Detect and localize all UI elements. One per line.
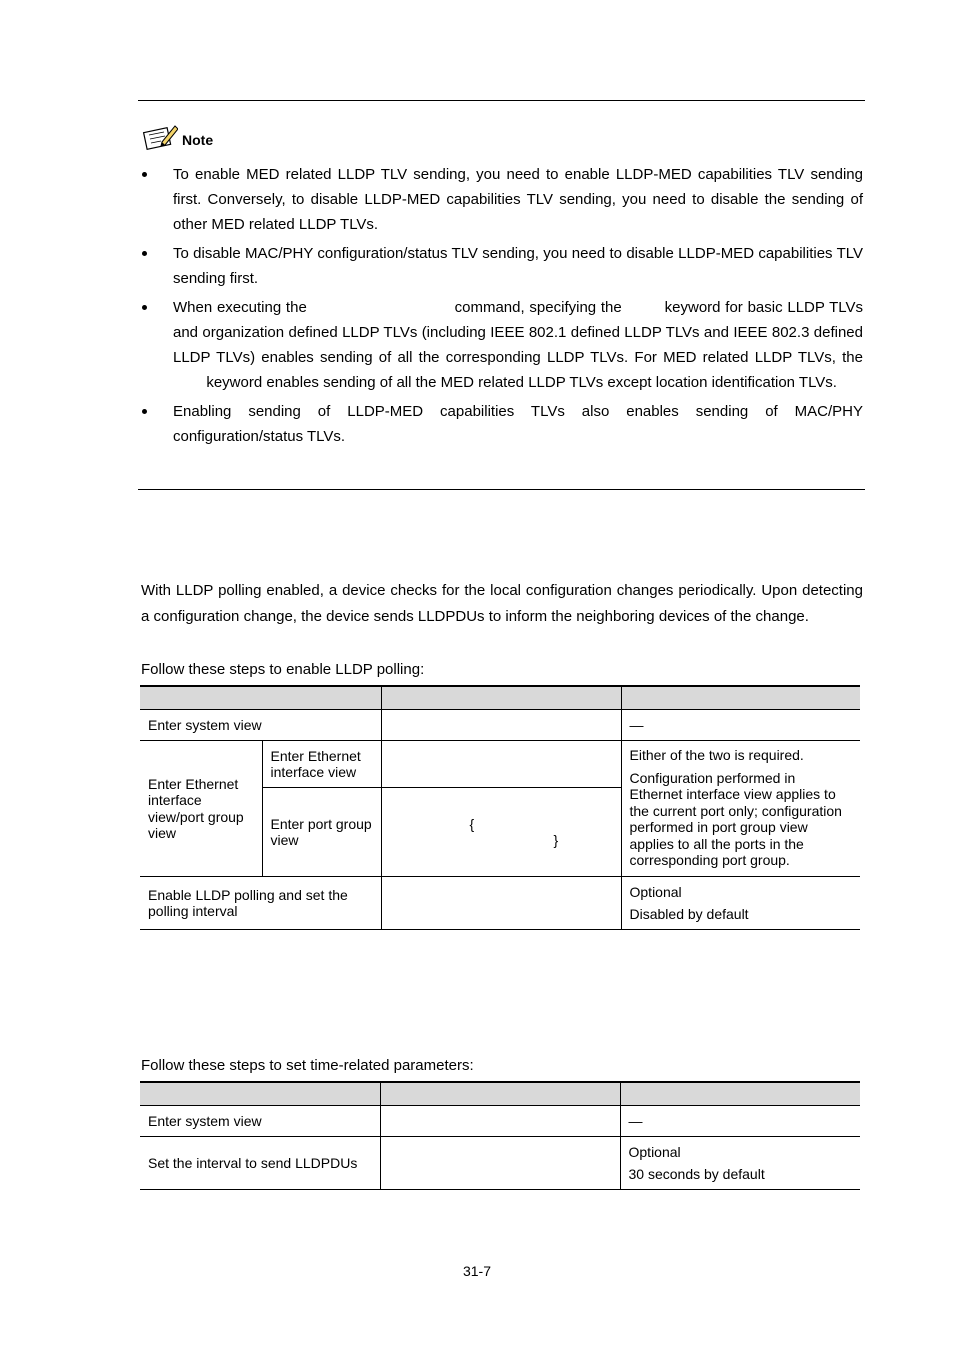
remarks-cell: — [620, 1106, 860, 1137]
note-bottom-rule [138, 489, 865, 490]
command-cell [380, 1137, 620, 1190]
table-row [140, 710, 860, 741]
polling-follow-text: Follow these steps to enable LLDP polling: [141, 661, 425, 678]
operation-cell: Enable LLDP polling and set the polling interval [140, 877, 381, 930]
sub-operation-cell: Enter port group view [262, 788, 381, 877]
command-cell [381, 788, 621, 877]
polling-intro: With LLDP polling enabled, a device checks for the local configuration changes periodically. Upon detecting a configuration change, the device sends LLDPDUs to inform the neighboring devices of the change. [141, 582, 863, 625]
timing-follow-text: Follow these steps to set time-related parameters: [141, 1057, 474, 1074]
table-row [140, 877, 860, 930]
remarks-cell [621, 877, 860, 930]
command-cell [381, 877, 621, 930]
remark-line: Configuration performed in Ethernet interface view applies to the current port only; configuration performed in port group view applies to all the ports in the corresponding port group. [629, 769, 842, 868]
table-row [140, 1137, 860, 1190]
header-cell-operation [140, 686, 381, 710]
note-bullet-list [138, 162, 863, 453]
note-pencil-icon [142, 122, 178, 150]
remarks-cell: — [621, 710, 860, 741]
header-cell-command [380, 1082, 620, 1106]
remark-line: Disabled by default [629, 906, 749, 922]
header-cell-remarks [620, 1082, 860, 1106]
remarks-cell [621, 741, 860, 877]
timing-steps-table [140, 1081, 860, 1190]
operation-cell: Enter Ethernet interface view/port group view [140, 741, 262, 877]
polling-steps-table [140, 685, 860, 930]
operation-cell: Enter system view [140, 1106, 380, 1137]
table-header-row [140, 686, 860, 710]
page-number: 31-7 [462, 1263, 492, 1279]
remark-line: 30 seconds by default [628, 1166, 765, 1182]
command-brace-open: { [469, 815, 475, 832]
remark-line: Either of the two is required. [629, 747, 804, 763]
note-header [142, 120, 213, 150]
table-row [140, 741, 860, 788]
header-cell-operation [140, 1082, 380, 1106]
header-cell-command [381, 686, 621, 710]
command-brace-close: } [553, 832, 559, 848]
remark-line: Optional [629, 883, 682, 900]
command-cell [381, 710, 621, 741]
list-item: To enable MED related LLDP TLV sending, you need to enable LLDP-MED capabilities TLV sending first. Conversely, to disable LLDP-MED capabilities TLV sending, you need to disable the sending of other MED related LLDP TLVs. [138, 162, 863, 237]
note-top-rule [138, 100, 865, 101]
operation-cell: Set the interval to send LLDPDUs [140, 1137, 380, 1190]
table-row [140, 1106, 860, 1137]
header-cell-remarks [621, 686, 860, 710]
list-item: To disable MAC/PHY configuration/status TLV sending, you need to disable LLDP-MED capabilities TLV sending first. [138, 241, 863, 291]
note-title: Note [182, 132, 214, 148]
list-item: Enabling sending of LLDP-MED capabilities TLVs also enables sending of MAC/PHY configuration/status TLVs. [138, 399, 863, 449]
remarks-cell [620, 1137, 860, 1190]
operation-cell: Enter system view [140, 710, 381, 741]
list-item: When executing the command, specifying the keyword for basic LLDP TLVs and organization defined LLDP TLVs (including IEEE 802.1 defined LLDP TLVs and IEEE 802.3 defined LLDP TLVs) enables sending of all the corresponding LLDP TLVs. For MED related LLDP TLVs, the keyword enables sending of all the MED related LLDP TLVs except location identification TLVs. [138, 295, 863, 395]
table-header-row [140, 1082, 860, 1106]
sub-operation-cell: Enter Ethernet interface view [262, 741, 381, 788]
remark-line: Optional [628, 1143, 681, 1160]
command-cell [380, 1106, 620, 1137]
command-cell [381, 741, 621, 788]
